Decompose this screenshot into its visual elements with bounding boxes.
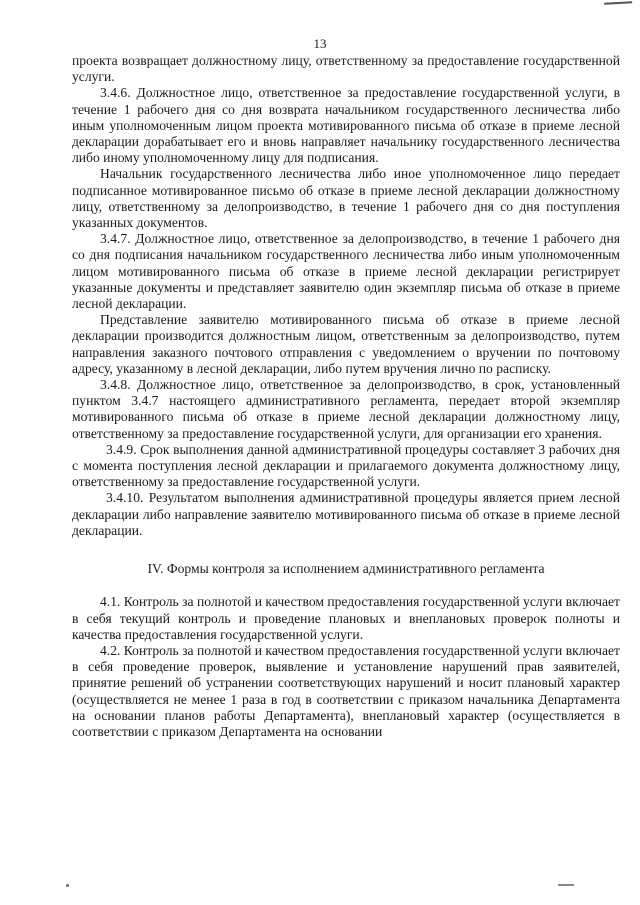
scan-artifact: [558, 884, 574, 886]
paragraph: 3.4.10. Результатом выполнения административной процедуры является прием лесной декларации либо направление заявителю мотивированного письма об отказе в приеме лесной декларации.: [72, 490, 620, 538]
paragraph: Представление заявителю мотивированного письма об отказе в приеме лесной декларации производится должностным лицом, ответственным за делопроизводство, путем направления заказного почтового отправления с уведомлением о вручении по почтовому адресу, указанному в лесной декларации, либо путем вручения лично по расписку.: [72, 312, 620, 376]
paragraph: 4.2. Контроль за полнотой и качеством предоставления государственной услуги включает в себя проведение проверок, выявление и установление нарушений прав заявителей, принятие решений об устранении соответствующих нарушений и носит плановый характер (осуществляется не менее 1 раза в год в соответствии с приказом начальника Департамента на основании планов работы Департамента), внеплановый характер (осуществляется в соответствии с приказом Департамента на основании: [72, 642, 620, 739]
paragraph: 3.4.7. Должностное лицо, ответственное за делопроизводство, в течение 1 рабочего дня со дня подписания начальником государственного лесничества либо иным уполномоченным лицом мотивированного письма об отказе в приеме лесной декларации регистрирует указанные документы и представляет заявителю один экземпляр письма об отказе в приеме лесной декларации.: [72, 231, 620, 312]
paragraph: 4.1. Контроль за полнотой и качеством предоставления государственной услуги включает в себя текущий контроль и проведение плановых и внеплановых проверок полноты и качества предоставления государственной услуги.: [72, 594, 620, 642]
page-number: 13: [313, 36, 327, 51]
paragraph: 3.4.6. Должностное лицо, ответственное за предоставление государственной услуги, в течение 1 рабочего дня со дня возврата начальником государственного лесничества либо иным уполномоченным лицом проекта мотивированного письма об отказе в приеме лесной декларации дорабатывает его и вновь направляет начальнику государственного лесничества либо иному уполномоченному лицу для подписания.: [72, 85, 620, 166]
paragraph: 3.4.8. Должностное лицо, ответственное за делопроизводство, в срок, установленный пунктом 3.4.7 настоящего административного регламента, передает второй экземпляр мотивированного письма об отказе в приеме лесной декларации должностному лицу, ответственному за предоставление государственной услуги, для организации его хранения.: [72, 377, 620, 441]
document-body: [72, 53, 620, 740]
section-heading: IV. Формы контроля за исполнением административного регламента: [147, 561, 545, 577]
paragraph: проекта возвращает должностному лицу, ответственному за предоставление государственной услуги.: [72, 53, 620, 85]
scan-mark: [604, 0, 632, 5]
scan-artifact: [66, 884, 69, 887]
paragraph: 3.4.9. Срок выполнения данной административной процедуры составляет 3 рабочих дня с момента поступления лесной декларации и прилагаемого документа должностному лицу, ответственному за предоставление государственной услуги.: [72, 441, 620, 490]
paragraph: Начальник государственного лесничества либо иное уполномоченное лицо передает подписанное мотивированное письмо об отказе в приеме лесной декларации должностному лицу, ответственному за делопроизводство, в течение 1 рабочего дня со дня поступления указанных документов.: [72, 166, 620, 231]
